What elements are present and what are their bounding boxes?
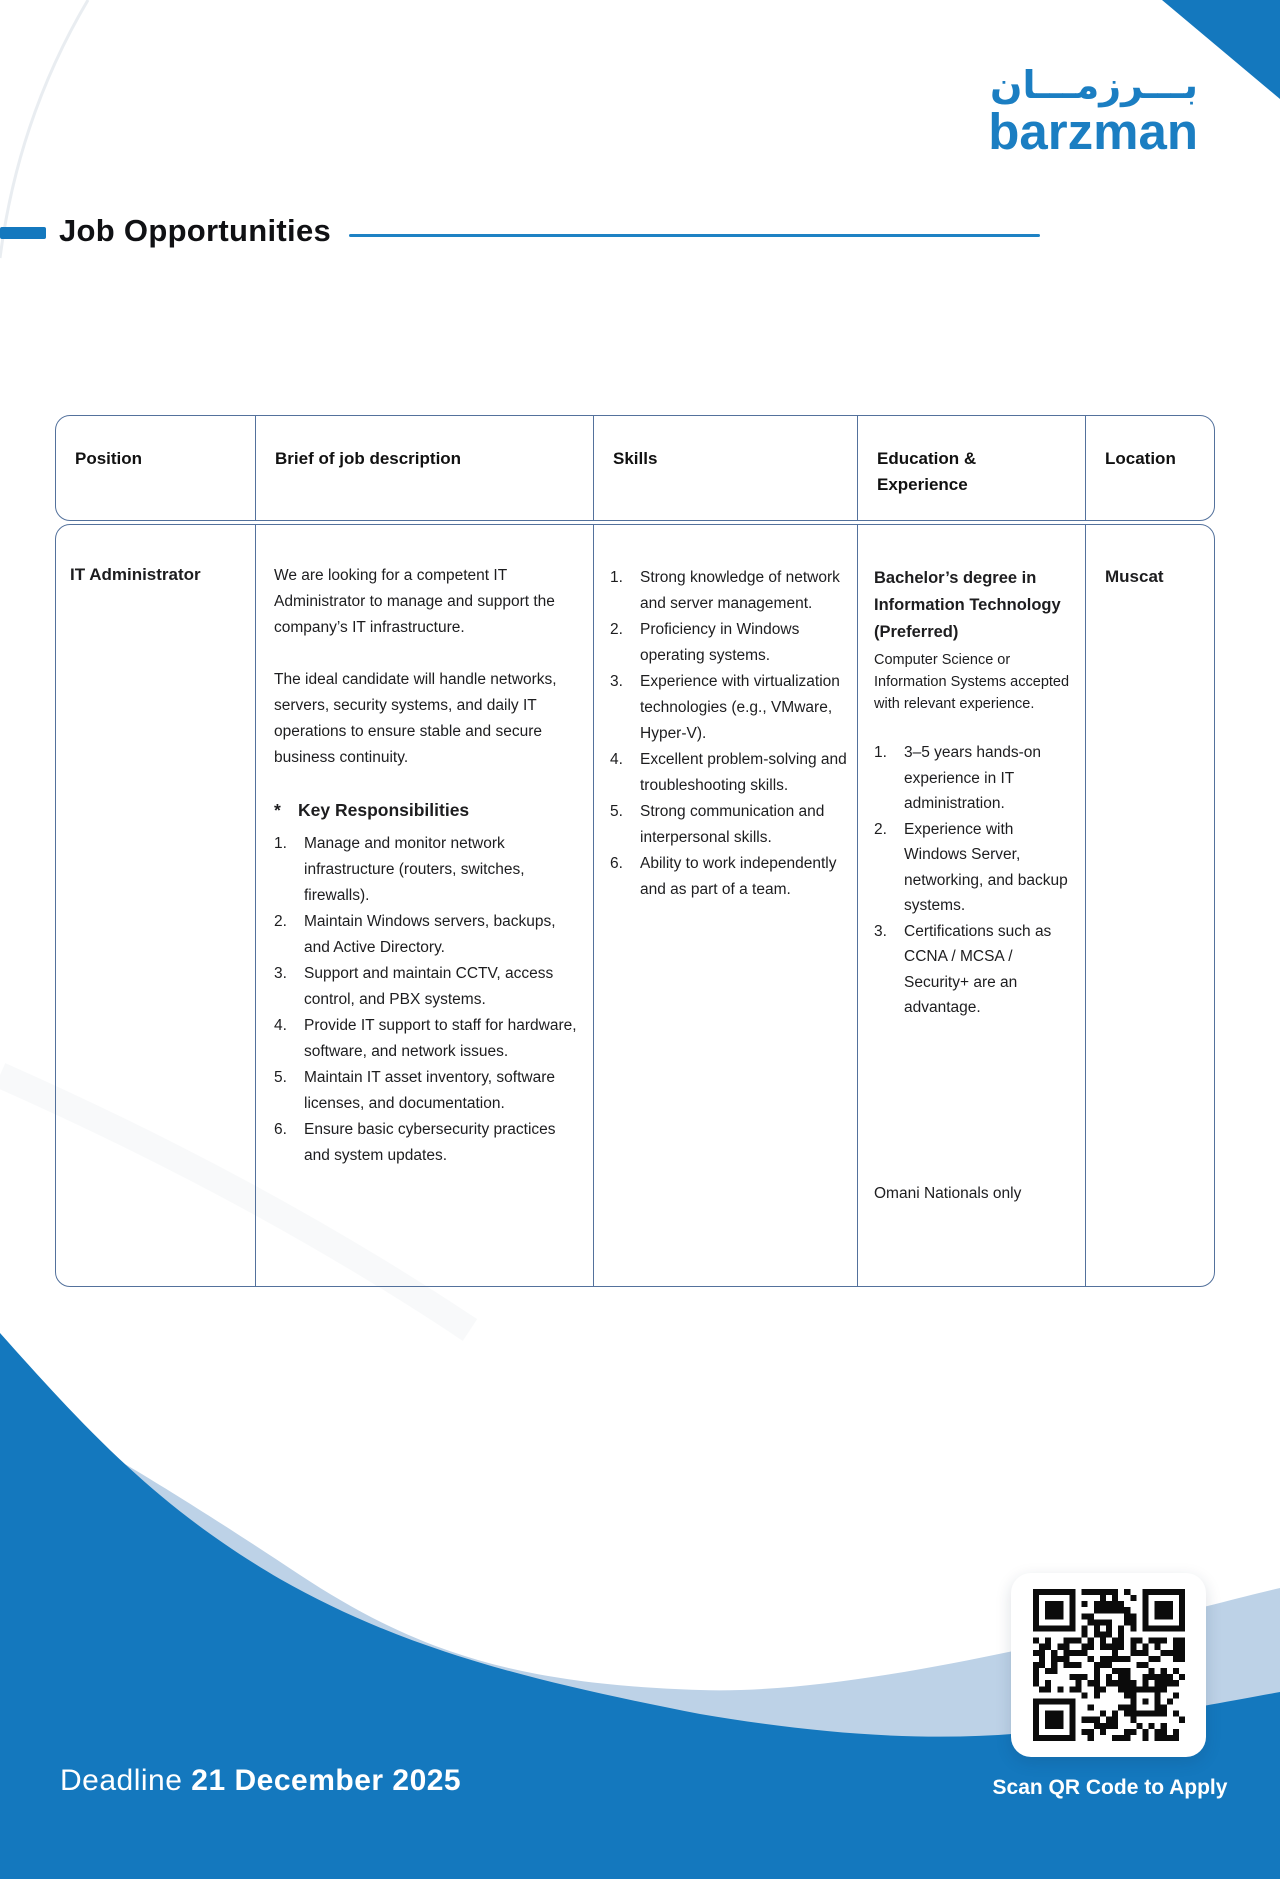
qr-code xyxy=(1033,1589,1185,1741)
deadline-date: 21 December 2025 xyxy=(191,1764,462,1797)
skills-list xyxy=(610,565,847,903)
list-item: Certifications such as CCNA / MCSA / Security+ are an advantage. xyxy=(904,922,1052,1016)
education-degree: Bachelor’s degree in Information Technology (Preferred) xyxy=(874,569,1061,641)
job-table-row xyxy=(55,524,1215,1287)
list-item: Experience with Windows Server, networking, and backup systems. xyxy=(904,820,1068,914)
list-item: Experience with virtualization technologies (e.g., VMware, Hyper-V). xyxy=(640,673,840,742)
list-item: Ensure basic cybersecurity practices and system updates. xyxy=(304,1121,556,1164)
cell-position: IT Administrator xyxy=(56,525,256,1286)
job-table xyxy=(55,415,1215,1287)
deadline-label: Deadline xyxy=(60,1764,183,1797)
list-item: Strong knowledge of network and server management. xyxy=(640,569,840,612)
header-skills: Skills xyxy=(594,416,858,520)
header-education: Education & Experience xyxy=(858,416,1086,520)
cell-brief xyxy=(256,525,594,1286)
job-table-header xyxy=(55,415,1215,521)
header-position: Position xyxy=(56,416,256,520)
page-title: Job Opportunities xyxy=(59,213,332,248)
deadline-text xyxy=(60,1764,461,1798)
cell-skills xyxy=(594,525,858,1286)
heading-rule xyxy=(349,234,1040,237)
list-item: Support and maintain CCTV, access control, and PBX systems. xyxy=(304,965,554,1008)
cell-location: Muscat xyxy=(1105,567,1164,586)
heading-dash xyxy=(0,227,46,239)
brief-paragraph-1: We are looking for a competent IT Administrator to manage and support the company’s IT infrastructure. xyxy=(274,567,555,636)
list-item: Proficiency in Windows operating systems. xyxy=(640,621,800,664)
brief-paragraph-2: The ideal candidate will handle networks, servers, security systems, and daily IT operations to ensure stable and secure business continuity. xyxy=(274,671,557,766)
list-item: Provide IT support to staff for hardware, software, and network issues. xyxy=(304,1017,577,1060)
list-item: 3–5 years hands-on experience in IT administration. xyxy=(904,744,1042,812)
nationality-note: Omani Nationals only xyxy=(874,1185,1022,1202)
list-item: Excellent problem-solving and troubleshooting skills. xyxy=(640,751,847,794)
brand-logo xyxy=(988,63,1198,160)
list-item: Maintain Windows servers, backups, and Active Directory. xyxy=(304,913,556,956)
list-item: Strong communication and interpersonal skills. xyxy=(640,803,825,846)
education-list xyxy=(874,740,1071,1021)
qr-caption: Scan QR Code to Apply xyxy=(992,1776,1228,1799)
list-item: Manage and monitor network infrastructure (routers, switches, firewalls). xyxy=(304,835,525,904)
responsibilities-list xyxy=(274,831,577,1169)
asterisk-marker: * xyxy=(274,800,281,820)
education-degree-note: Computer Science or Information Systems accepted with relevant experience. xyxy=(874,652,1070,712)
cell-education xyxy=(858,525,1086,1286)
qr-card xyxy=(1011,1573,1206,1757)
key-responsibilities-label: Key Responsibilities xyxy=(298,800,470,820)
list-item: Maintain IT asset inventory, software licenses, and documentation. xyxy=(304,1069,555,1112)
key-responsibilities-title xyxy=(274,797,577,823)
header-location: Location xyxy=(1105,449,1176,468)
header-brief: Brief of job description xyxy=(256,416,594,520)
list-item: Ability to work independently and as part of a team. xyxy=(640,855,837,898)
brand-logo-arabic: بـــرزمـــان xyxy=(990,63,1198,107)
brand-logo-latin: barzman xyxy=(988,103,1198,160)
